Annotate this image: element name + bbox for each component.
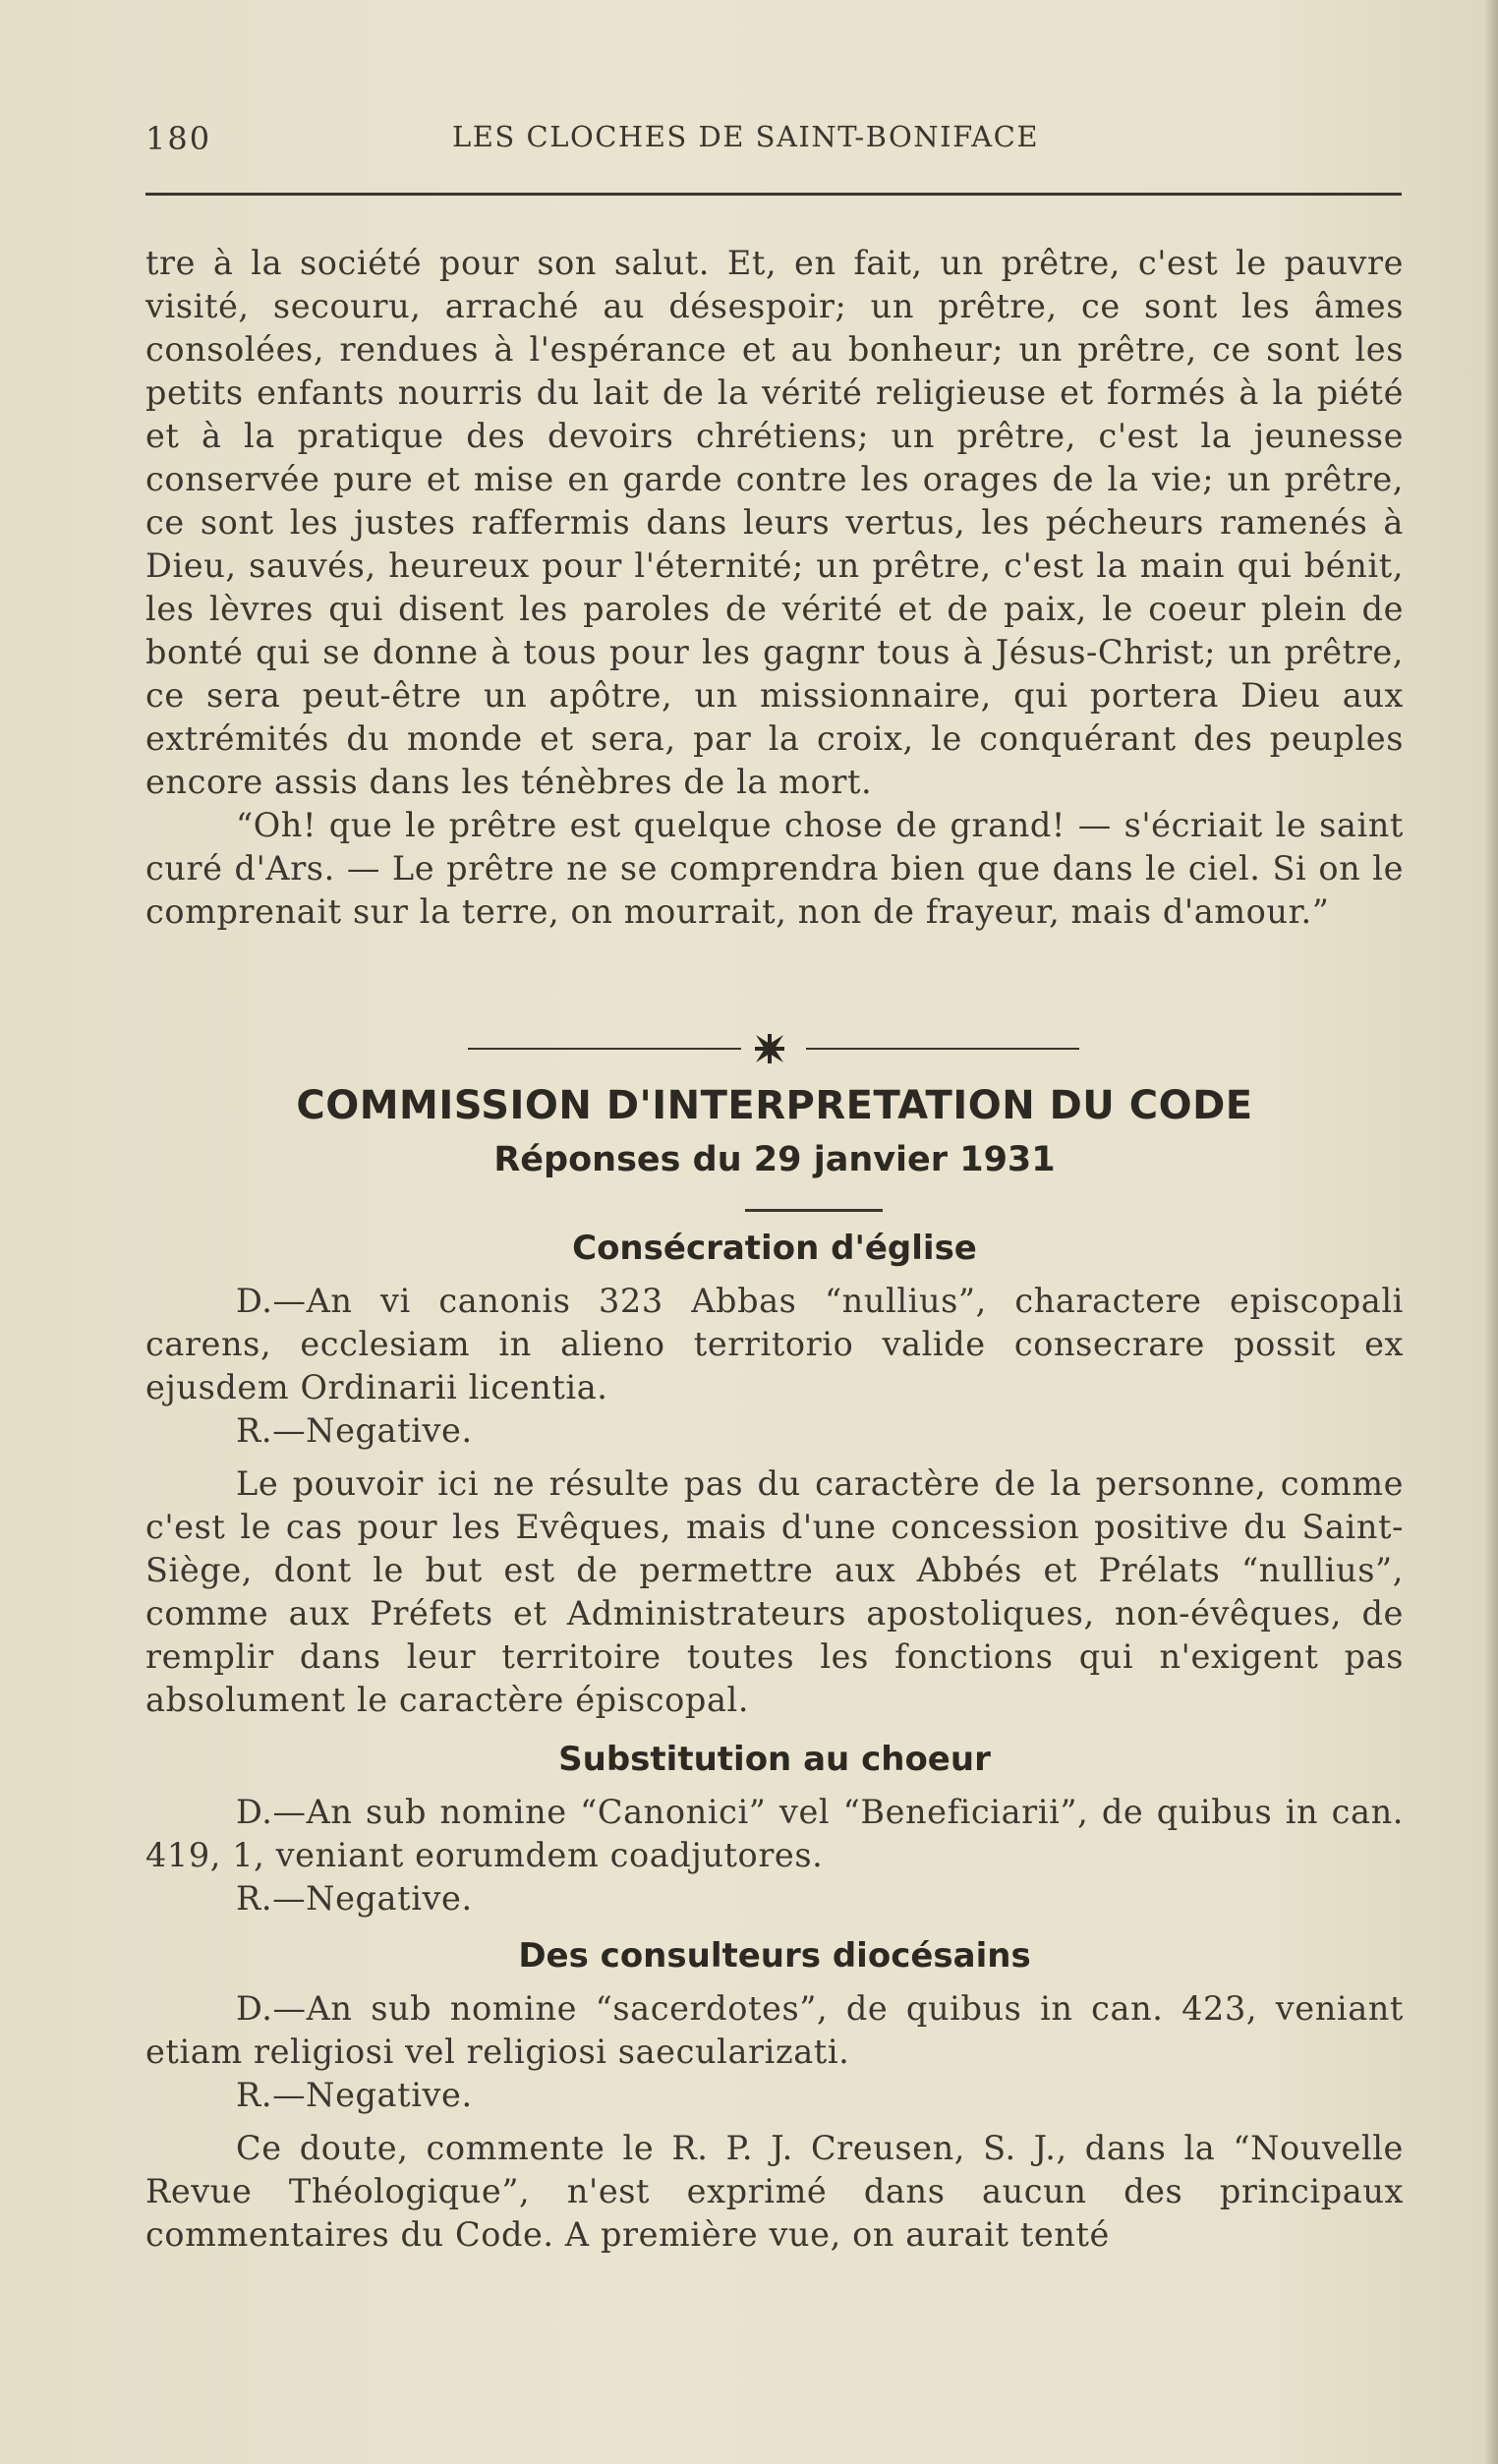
- consecration-comment: Le pouvoir ici ne résulte pas du caractère de la personne, comme c'est le cas pour les Evêques, mais d'une concession positive du Saint-Siège, dont le but est de permettre aux Abbés et Prélats “nullius”, comme aux Préfets et Administrateurs apostoliques, non-évêques, de remplir dans leur territoire toutes les fonctions qui n'exigent pas absolument le caractère épiscopal.: [145, 1464, 1404, 1719]
- ornament-rule-right: [806, 1048, 1079, 1050]
- ornament-rule-left: [468, 1048, 741, 1050]
- running-head: [145, 116, 1404, 159]
- page-number: 180: [145, 120, 212, 157]
- consecration-question: D.—An vi canonis 323 Abbas “nullius”, charactere episcopali carens, ecclesiam in alieno territorio valide consecrare possit ex ejusdem Ordinarii licentia.: [145, 1282, 1404, 1406]
- substitution-question: D.—An sub nomine “Canonici” vel “Beneficiarii”, de quibus in can. 419, 1, veniant eorumdem coadjutores.: [145, 1793, 1404, 1874]
- intro-text: [145, 242, 1404, 934]
- heading-consecration: Consécration d'église: [572, 1229, 977, 1268]
- consulteurs-question: D.—An sub nomine “sacerdotes”, de quibus in can. 423, veniant etiam religiosi vel religiosi saecularizati.: [145, 1989, 1404, 2071]
- page-edge-shadow: [1484, 0, 1498, 2464]
- header-rule: [145, 193, 1402, 196]
- section-subtitle: Réponses du 29 janvier 1931: [493, 1140, 1056, 1179]
- heading-substitution: Substitution au choeur: [558, 1740, 991, 1779]
- consulteurs-comment: Ce doute, commente le R. P. J. Creusen, S. J., dans la “Nouvelle Revue Théologique”, n'est exprimé dans aucun des principaux commentaires du Code. A première vue, on aurait tenté: [145, 2129, 1404, 2254]
- section-rule: [745, 1209, 883, 1212]
- substitution-block: [145, 1791, 1404, 1920]
- intro-paragraph-1: tre à la société pour son salut. Et, en fait, un prêtre, c'est le pauvre visité, secouru, arraché au désespoir; un prêtre, ce sont les âmes consolées, rendues à l'espérance et au bonheur; un prêtre, ce sont les petits enfants nourris du lait de la vérité religieuse et formés à la piété et à la pratique des devoirs chrétiens; un prêtre, c'est la jeunesse conservée pure et mise en garde contre les orages de la vie; un prêtre, ce sont les justes raffermis dans leurs vertus, les pécheurs ramenés à Dieu, sauvés, heureux pour l'éternité; un prêtre, c'est la main qui bénit, les lèvres qui disent les paroles de vérité et de paix, le coeur plein de bonté qui se donne à tous pour les gagnr tous à Jésus-Christ; un prêtre, ce sera peut-être un apôtre, un missionnaire, qui portera Dieu aux extrémités du monde et sera, par la croix, le conquérant des peuples encore assis dans les ténèbres de la mort.: [145, 244, 1404, 801]
- section-title: COMMISSION D'INTERPRETATION DU CODE: [296, 1083, 1253, 1128]
- consulteurs-answer: R.—Negative.: [236, 2076, 473, 2114]
- consecration-block: [145, 1280, 1404, 1722]
- substitution-answer: R.—Negative.: [236, 1879, 473, 1918]
- cross-pattee-icon: [753, 1032, 786, 1065]
- consulteurs-block: [145, 1987, 1404, 2257]
- consecration-answer: R.—Negative.: [236, 1411, 473, 1450]
- intro-paragraph-2: “Oh! que le prêtre est quelque chose de grand! — s'écriait le saint curé d'Ars. — Le prêtre ne se comprendra bien que dans le ciel. Si on le comprenait sur la terre, on mourrait, non de frayeur, mais d'amour.”: [145, 806, 1404, 931]
- heading-consulteurs: Des consulteurs diocésains: [518, 1936, 1031, 1976]
- section-ornament: [468, 1032, 1079, 1065]
- running-title: LES CLOCHES DE SAINT-BONIFACE: [452, 120, 1040, 153]
